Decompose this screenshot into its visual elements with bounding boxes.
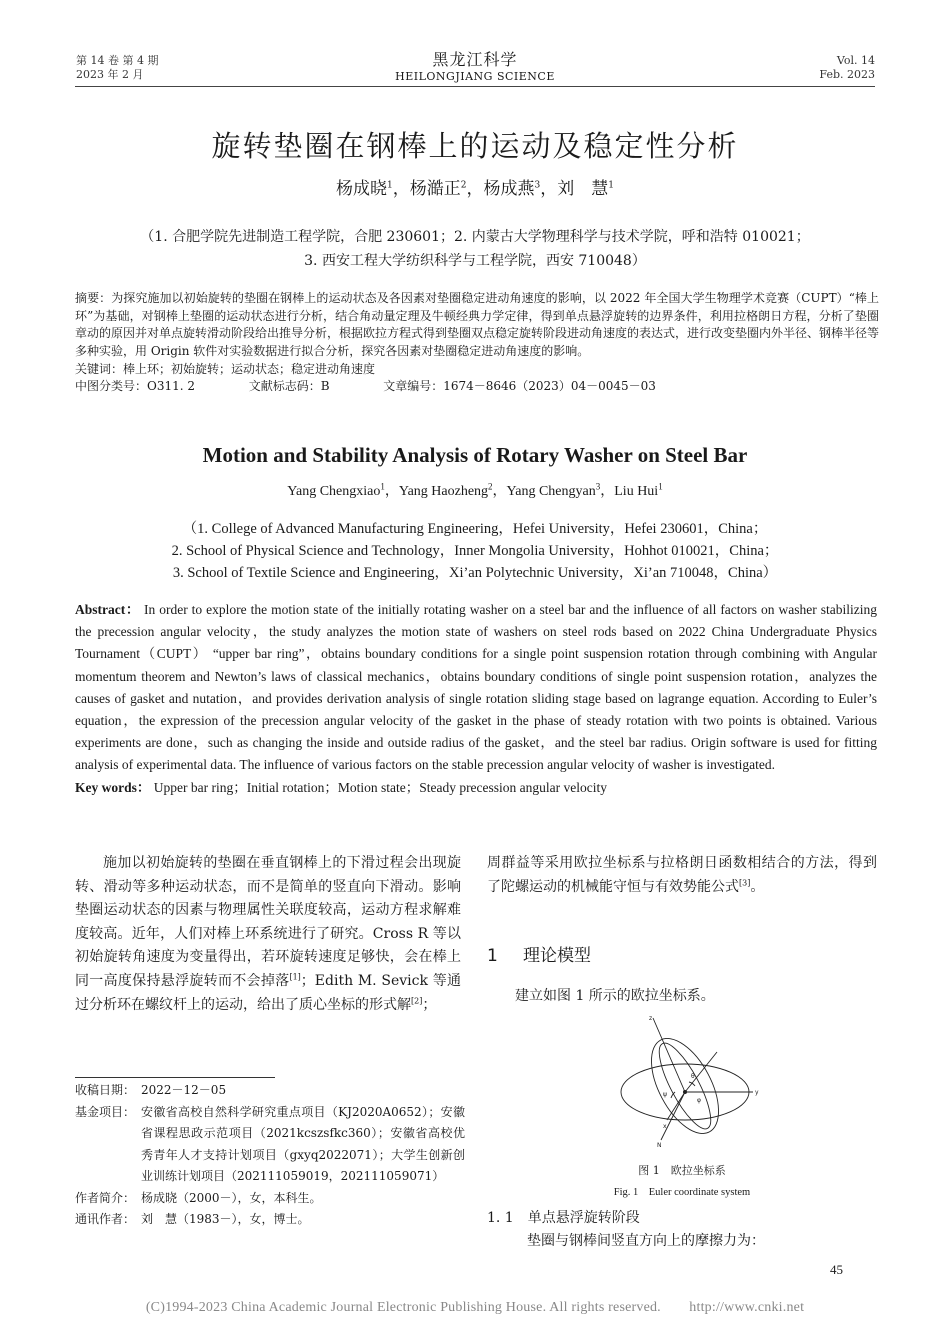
figure-caption-en: Fig. 1 Euler coordinate system (613, 1187, 751, 1198)
footnote-label: 作者简介： (75, 1190, 136, 1205)
date-cn: 2023 年 2 月 (76, 68, 144, 81)
footnote-received (75, 1080, 465, 1102)
author-sup: 1 (387, 180, 393, 191)
volume-issue-cn: 第 14 卷 第 4 期 (76, 54, 159, 67)
affiliation-line-en: （1. College of Advanced Manufacturing Engineering，Hefei University，Hefei 230601，China； (182, 521, 768, 537)
abstract-cn-label: 摘要： (75, 291, 112, 305)
doc-code-label: 文献标志码： (248, 379, 321, 394)
title-en: Motion and Stability Analysis of Rotary Washer on Steel Bar (202, 443, 748, 467)
body-text: 。 (750, 878, 765, 895)
journal-name-en: HEILONGJIANG SCIENCE (395, 70, 555, 83)
copyright-footer: (C)1994-2023 China Academic Journal Electronic Publishing House. All rights reserved. http://www.cnki.net (145, 1300, 805, 1315)
footnote-corresponding (75, 1209, 465, 1231)
article-number-value: 1674－8646（2023）04－0045－03 (443, 379, 656, 394)
classification-line (75, 378, 879, 396)
subsection-1-1-text: 垫圈与钢棒间竖直方向上的摩擦力为： (527, 1233, 765, 1249)
footnote-text: 2022－12－05 (141, 1083, 227, 1097)
author-name-en: Yang Chengxiao (287, 484, 381, 499)
keywords-en-text: Upper bar ring；Initial rotation；Motion state；Steady precession angular velocity (153, 779, 608, 795)
label-z: z (649, 1015, 653, 1022)
label-N: N (657, 1142, 662, 1149)
label-x: x (663, 1123, 667, 1130)
abstract-en-text: In order to explore the motion state of the initially rotating washer on a steel bar and the influence of all factors on washer stabilizing the precession angular velocity，the study analyzes the motion state of washers on steel rods based on 2022 China Undergraduate Physics Tournament（CUPT） “upper bar ring”，obtains boundary conditions for a single point suspension rotation through combining with Angular momentum theorem and Newton’s laws of classical mechanics，obtains boundary conditions of single point suspension rotation，analyzes the causes of gasket and nutation，and provides derivation analysis of single rotation sliding stage based on lagrange equation. According to Euler’s equation，the expression of the precession angular velocity of the gasket in the phase of steady rotation with two points is obtained. Various experiments are done，such as changing the inside and outside radius of the gasket，and the steel bar radius. Origin software is used for fitting analysis of experimental data. The influence of various factors on the stable precession angular velocity of washer is investigated. (75, 602, 877, 773)
author-sup: 3 (534, 180, 541, 191)
body-right-column (487, 852, 877, 899)
intro-paragraph (75, 852, 461, 1017)
section-title: 理论模型 (523, 946, 591, 966)
section-number: 1 (487, 946, 498, 966)
footnote-rule (75, 1077, 275, 1078)
keywords-cn (75, 361, 879, 379)
vertical-axis (661, 1092, 685, 1140)
label-theta: θ (691, 1073, 695, 1080)
journal-name-cn: 黑龙江科学 (432, 50, 518, 69)
footnote-text: 杨成晓（2000－），女，本科生。 (141, 1190, 322, 1205)
label-phi: φ (697, 1097, 701, 1104)
footnote-author-bio (75, 1188, 465, 1210)
author-separator: ， (492, 484, 507, 499)
author-separator: ， (384, 484, 399, 499)
body-left-column (75, 852, 461, 1017)
affiliation-line-en: 2. School of Physical Science and Technology，Inner Mongolia University，Hohhot 010021，China； (171, 543, 779, 559)
keywords-en-label: Key words： (75, 779, 151, 795)
footnote-funding (75, 1102, 465, 1188)
affiliation-line: （1. 合肥学院先进制造工程学院，合肥 230601；2. 内蒙古大学物理科学与技术学院，呼和浩特 010021； (140, 229, 810, 245)
affiliation-line: 3. 西安工程大学纺织科学与工程学院，西安 710048） (304, 253, 646, 269)
footnote-label: 收稿日期： (75, 1083, 136, 1097)
intro-text: 施加以初始旋转的垫圈在垂直钢棒上的下滑过程会出现旋转、滑动等多种运动状态，而不是简单的竖直向下滑动。影响垫圈运动状态的因素与物理属性关联度较高，运动方程求解难度较高。近年，人们对棒上环系统进行了研究。Cross R 等以初始旋转角速度为变量得出，若环旋转速度足够快，会在棒上同一高度保持悬浮旋转而不会掉落 (75, 855, 461, 989)
keywords-cn-label: 关键词： (75, 361, 124, 376)
citation: [1] (289, 972, 301, 982)
author-separator: ， (466, 179, 484, 199)
author-name: 杨成晓 (336, 179, 388, 199)
author-name-en: Yang Haozheng (398, 484, 489, 499)
author-name: 刘 慧 (557, 179, 609, 199)
author-sup: 2 (488, 481, 493, 492)
subsection-heading-1-1 (487, 1208, 640, 1228)
authors-en (0, 483, 950, 501)
subsection-number: 1. 1 (487, 1210, 514, 1226)
author-sup: 1 (380, 481, 385, 492)
clc-value: O311. 2 (147, 379, 196, 394)
author-sup: 3 (595, 481, 601, 492)
intro-text: ；Edith M. Sevick 等通过分析环在螺纹杆上的运动，给出了质心坐标的形式解 (75, 972, 462, 1013)
x-axis (667, 1092, 685, 1120)
keywords-en (75, 777, 877, 799)
clc-label: 中图分类号： (75, 379, 148, 394)
author-name: 杨成燕 (483, 179, 535, 199)
article-number-label: 文章编号： (383, 379, 444, 394)
subsection-title: 单点悬浮旋转阶段 (527, 1210, 640, 1226)
authors-cn (0, 177, 950, 201)
figure-caption-cn: 图 1 欧拉坐标系 (638, 1164, 726, 1177)
affiliations-en (0, 518, 950, 584)
footnote-label: 基金项目： (75, 1104, 136, 1119)
euler-coordinate-figure (605, 1012, 775, 1150)
abstract-en-label: Abstract： (75, 602, 140, 617)
title-cn: 旋转垫圈在钢棒上的运动及稳定性分析 (211, 129, 739, 163)
intro-text: ； (422, 996, 437, 1013)
volume-en: Vol. 14 (836, 54, 875, 67)
label-y: y (755, 1089, 759, 1096)
body-text: 周群益等采用欧拉坐标系与拉格朗日函数相结合的方法，得到了陀螺运动的机械能守恒与有效势能公式 (487, 855, 877, 895)
section-1-text: 建立如图 1 所示的欧拉坐标系。 (515, 988, 715, 1004)
doc-code-value: B (320, 379, 330, 394)
header-right (819, 54, 875, 82)
author-name-en: Yang Chengyan (506, 484, 596, 499)
author-name-en: Liu Hui (614, 484, 659, 499)
header-rule (75, 86, 875, 87)
author-separator: ， (392, 179, 410, 199)
section-heading-1 (487, 944, 591, 968)
author-separator: ， (540, 179, 558, 199)
author-separator: ， (600, 484, 615, 499)
date-en: Feb. 2023 (819, 68, 875, 81)
footnote-text: 安徽省高校自然科学研究重点项目（KJ2020A0652）；安徽省课程思政示范项目（2021kcszsfkc360）；安徽省高校优秀青年人才支持计划项目（gxyq2022071）；大学生创新创业训练计划项目（202111059019，202111059071） (141, 1104, 465, 1183)
citation: [3] (739, 877, 751, 887)
author-name: 杨澔正 (409, 179, 461, 199)
header-center (0, 50, 950, 84)
abstract-en (75, 599, 877, 799)
label-psi: ψ (663, 1091, 667, 1098)
author-sup: 1 (608, 180, 614, 191)
abstract-cn (75, 290, 879, 396)
citation: [2] (411, 995, 423, 1005)
keywords-cn-text: 棒上环；初始旋转；运动状态；稳定进动角速度 (123, 361, 376, 376)
tilted-ring (638, 1028, 733, 1144)
abstract-cn-text: 为探究施加以初始旋转的垫圈在钢棒上的运动状态及各因素对垫圈稳定进动角速度的影响，以 2022 年全国大学生物理学术竞赛（CUPT）“棒上环”为基础，对钢棒上垫圈的运动状态进行分析，结合角动量定理及牛顿经典力学定律，得到单点悬浮旋转的边界条件，利用拉格朗日方程，分析了垫圈章动的原因并对单点旋转滑动阶段给出推导分析，根据欧拉方程式得到垫圈双点稳定旋转阶段进动角速度的表达式，进行改变垫圈内外半径、钢棒半径等多种实验，用 Origin 软件对实验数据进行拟合分析，探究各因素对垫圈稳定进动角速度的影响。 (75, 291, 880, 359)
z-axis (653, 1018, 685, 1092)
footnotes (75, 1080, 465, 1231)
footnote-label: 通讯作者： (75, 1212, 136, 1226)
author-sup: 1 (658, 481, 663, 492)
page-number: 45 (830, 1262, 843, 1277)
author-sup: 2 (460, 180, 467, 191)
affiliations-cn (0, 225, 950, 273)
affiliation-line-en: 3. School of Textile Science and Engineering，Xi’an Polytechnic University，Xi’an 710048，China） (172, 565, 778, 581)
footnote-text: 刘 慧（1983－），女，博士。 (141, 1212, 310, 1226)
